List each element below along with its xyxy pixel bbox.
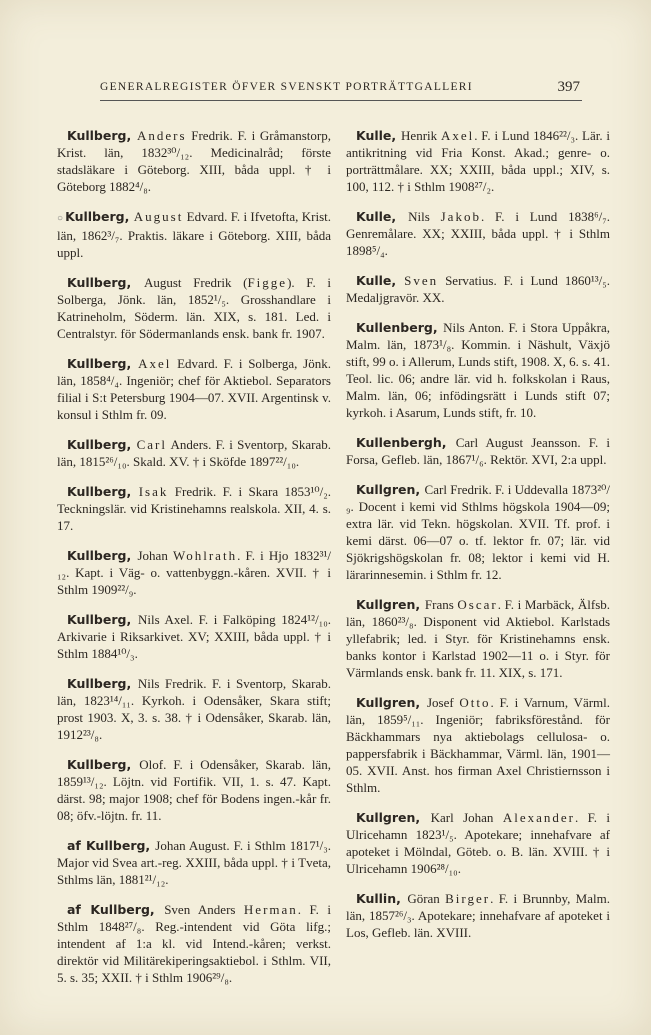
entry-surname: Kullgren, xyxy=(356,482,425,497)
register-entry xyxy=(57,127,331,195)
entry-surname: Kulle, xyxy=(356,209,409,224)
entry-surname: af Kullberg, xyxy=(67,838,156,853)
entry-surname: Kullberg, xyxy=(67,484,139,499)
register-entry xyxy=(57,355,331,423)
register-entry xyxy=(57,483,331,534)
entry-text: August Fredrik ( xyxy=(143,275,248,290)
entry-text: Carl Fredrik. F. i Uddevalla 1873²⁰/₉. Docent i kemi vid Sthlms högskola 1904—09; extra lär. vid Tekn. högskolan. XVII. Tf. prof. i kemi därst. 06—07 o. tf. lektor fr. 07; lär. vid Sjökrigshögskolan fr. 08; lektor i kemi vid H. lärarinnesemin. i Sthlm fr. 12. xyxy=(346,482,610,582)
entry-surname: Kullberg, xyxy=(67,676,138,691)
entry-text: Axel xyxy=(440,128,475,143)
register-entry xyxy=(57,547,331,598)
entry-text: . F. i Hjo 1832³¹/₁₂. Kapt. i Väg- o. vattenbyggn.-kåren. XVII. † i Sthlm 1909²²/₉. xyxy=(57,548,331,597)
entry-surname: Kullgren, xyxy=(356,810,431,825)
entry-text: Edvard. F. i Solberga, Jönk. län, 1858⁴/₄. Ingeniör; chef för Aktiebol. Separators filial i S:t Petersburg 1904—07. XVII. Argentinsk v. konsul i Sthlm fr. 09. xyxy=(57,356,331,422)
entry-surname: Kullberg, xyxy=(67,757,140,772)
entry-text: Servatius. F. i Lund 1860¹³/₅. Medaljgravör. XX. xyxy=(346,273,611,305)
register-entry xyxy=(57,611,331,662)
entry-text: . F. i Ulricehamn 1823¹/₅. Apotekare; innehafvare af apoteket i Mölndal, Göteb. o. B. län. XVIII. † i Ulricehamn 1906²⁸/₁₀. xyxy=(346,810,610,876)
entry-text: Anders. F. i Sventorp, Skarab. län, 1815²⁶/₁₀. Skald. XV. † i Sköfde 1897²²/₁₀. xyxy=(57,437,331,469)
entry-text: . F. i Sthlm 1848²⁷/₈. Reg.-intendent vid Göta lifg.; intendent af 1:a kl. vid Intend.-kåren; verkst. direktör vid Militärekiperingsaktiebol. i Sthlm. VII, 5. s. 35; XXII. † i Sthlm 1906²⁹/₈. xyxy=(57,902,331,985)
entry-text: Johan August. F. i Sthlm 1817¹/₃. Major vid Svea art.-reg. XXIII, båda uppl. † i Tveta, Sthlms län, 1881²¹/₁₂. xyxy=(57,838,331,887)
right-column xyxy=(346,114,610,948)
entry-text: Isak xyxy=(138,484,169,499)
entry-surname: Kullgren, xyxy=(356,695,427,710)
register-entry xyxy=(57,837,331,888)
entry-text: . F. i Brunnby, Malm. län, 1857²⁶/₃. Apotekare; innehafvare af apoteket i Los, Gefleb. län. XVIII. xyxy=(346,891,610,940)
entry-surname: Kullberg, xyxy=(67,612,138,627)
page-number: 397 xyxy=(557,79,580,95)
register-entry xyxy=(346,809,610,877)
entry-text: Karl Johan xyxy=(430,810,503,825)
entry-text: Wohlrath xyxy=(173,548,238,563)
entry-text: Göran xyxy=(407,891,446,906)
register-entry xyxy=(346,127,610,195)
entry-text: Alexander xyxy=(502,810,575,825)
entry-text: Sven Anders xyxy=(164,902,244,917)
entry-surname: Kullberg, xyxy=(67,548,138,563)
entry-text: Herman xyxy=(243,902,298,917)
entry-text: . F. i Lund 1846²²/₃. Lär. i antikritning vid Fria Konst. Akad.; genre- o. porträttmålare. XX; XXIII, båda uppl.; XIV, s. 100, 112. † i Sthlm 1908²⁷/₂. xyxy=(346,128,610,194)
register-entry xyxy=(57,756,331,824)
register-entry xyxy=(57,274,331,342)
register-entry xyxy=(346,694,610,796)
register-entry xyxy=(346,596,610,681)
entry-text: Edvard. F. i Ifvetofta, Krist. län, 1862³/₇. Praktis. läkare i Göteborg. XIII, båda uppl. xyxy=(57,209,331,260)
entry-text: Henrik xyxy=(401,128,441,143)
entry-surname: af Kullberg, xyxy=(67,902,165,917)
register-entry xyxy=(346,272,610,306)
register-entry xyxy=(346,434,610,468)
register-entry xyxy=(57,901,331,986)
entry-text: Fredrik. F. i Gråmanstorp, Krist. län, 1832³⁰/₁₂. Medicinalråd; förste stadsläkare i Göteborg. XIII, båda uppl. † i Göteborg 1882⁴/₈. xyxy=(57,128,331,194)
entry-text: Figge xyxy=(247,275,288,290)
header-title: GENERALREGISTER ÖFVER SVENSKT PORTRÄTTGALLERI xyxy=(100,81,473,93)
entry-surname: Kullberg, xyxy=(67,275,144,290)
register-entry xyxy=(57,675,331,743)
left-column xyxy=(57,114,331,993)
running-header xyxy=(100,80,582,101)
entry-text: Fredrik. F. i Skara 1853¹⁰/₂. Teckningslär. vid Kristinehamns realskola. XII, 4. s. 17. xyxy=(57,484,331,533)
entry-text: Olof. F. i Odensåker, Skarab. län, 1859¹³/₁₂. Löjtn. vid Fortifik. VII, 1. s. 47. Kapt. därst. 98; major 1908; chef för Bodens ingen.-kår fr. 08; öfv.-löjtn. fr. 11. xyxy=(57,757,331,823)
portrait-mark-icon: ○ xyxy=(57,213,64,224)
entry-text: Nils Anton. F. i Stora Uppåkra, Malm. län, 1873¹/₈. Kommin. i Näshult, Växjö stift, 99 o. i Allerum, Lunds stift, 1908. X, 6. s. 41. Teol. lic. 06; andre lär. vid h. folkskolan i Raus, Malm. län, 06; infödingsrätt i Lunds stift 07; kyrkoh. i Asarum, Lunds stift, fr. 10. xyxy=(346,320,611,420)
entry-surname: Kulle, xyxy=(356,273,405,288)
register-entry xyxy=(57,436,331,470)
entry-text: Axel xyxy=(138,356,172,371)
entry-surname: Kullin, xyxy=(356,891,408,906)
register-entry xyxy=(57,208,331,261)
entry-text: Carl August Jeansson. F. i Forsa, Gefleb. län, 1867¹/₆. Rektör. XVI, 2:a uppl. xyxy=(346,435,610,467)
entry-text: Jakob xyxy=(440,209,481,224)
entry-surname: Kullenberg, xyxy=(356,320,444,335)
entry-surname: Kulle, xyxy=(356,128,402,143)
entry-text: Frans xyxy=(424,597,458,612)
entry-text: . F. i Marbäck, Älfsb. län, 1860²³/₈. Disponent vid Aktiebol. Karlstads yllefabrik; led. i Styr. för Kristinehamns ensk. banks kontor i Karlstad 1902—11 o. i Styr. för Värmlands ensk. bank fr. 11. XIX, s. 171. xyxy=(346,597,611,680)
entry-text: Johan xyxy=(137,548,174,563)
entry-surname: Kullberg, xyxy=(67,128,138,143)
register-entry xyxy=(346,319,610,421)
entry-text: Carl xyxy=(136,437,167,452)
entry-text: Birger xyxy=(445,891,491,906)
entry-surname: Kullberg, xyxy=(65,209,134,224)
entry-text: Sven xyxy=(404,273,439,288)
register-entry xyxy=(346,208,610,259)
register-entry xyxy=(346,481,610,583)
entry-text: Nils Axel. F. i Falköping 1824¹²/₁₀. Arkivarie i Riksarkivet. XV; XXIII, båda uppl. † i Sthlm 1884¹⁰/₃. xyxy=(57,612,331,661)
entry-text: . F. i Varnum, Värml. län, 1859⁵/₁₁. Ingeniör; fabriksförestånd. för Bäckhammars nya aktiebolags cellulosa- o. pappersfabrik i Bäckhammar, Värml. län, 1901—05. XVII. Anst. hos firman Axel Christiernsson i Sthlm. xyxy=(346,695,611,795)
entry-surname: Kullberg, xyxy=(67,356,139,371)
entry-text: Otto xyxy=(459,695,491,710)
entry-text: Josef xyxy=(426,695,460,710)
register-entry xyxy=(346,890,610,941)
entry-text: Oscar xyxy=(457,597,498,612)
entry-text: Anders xyxy=(137,128,187,143)
entry-text: Nils Fredrik. F. i Sventorp, Skarab. län, 1823¹⁴/₁₁. Kyrkoh. i Odensåker, Skara stift; prost 1903. X, 3. s. 38. † i Odensåker, Skarab. län, 1912²³/₈. xyxy=(57,676,331,742)
entry-surname: Kullberg, xyxy=(67,437,137,452)
entry-text: August xyxy=(133,209,184,224)
entry-text: . F. i Lund 1838⁶/₇. Genremålare. XX; XXIII, båda uppl. † i Sthlm 1898⁵/₄. xyxy=(346,209,611,258)
entry-surname: Kullenbergh, xyxy=(356,435,456,450)
entry-surname: Kullgren, xyxy=(356,597,425,612)
entry-text: Nils xyxy=(408,209,441,224)
entry-text: ). F. i Solberga, Jönk. län, 1852¹/₅. Grosshandlare i Katrineholm, Söderm. län. XIX, s. 181. Led. i Centralstyr. för Södermanlands ensk. bank fr. 1907. xyxy=(57,275,331,341)
